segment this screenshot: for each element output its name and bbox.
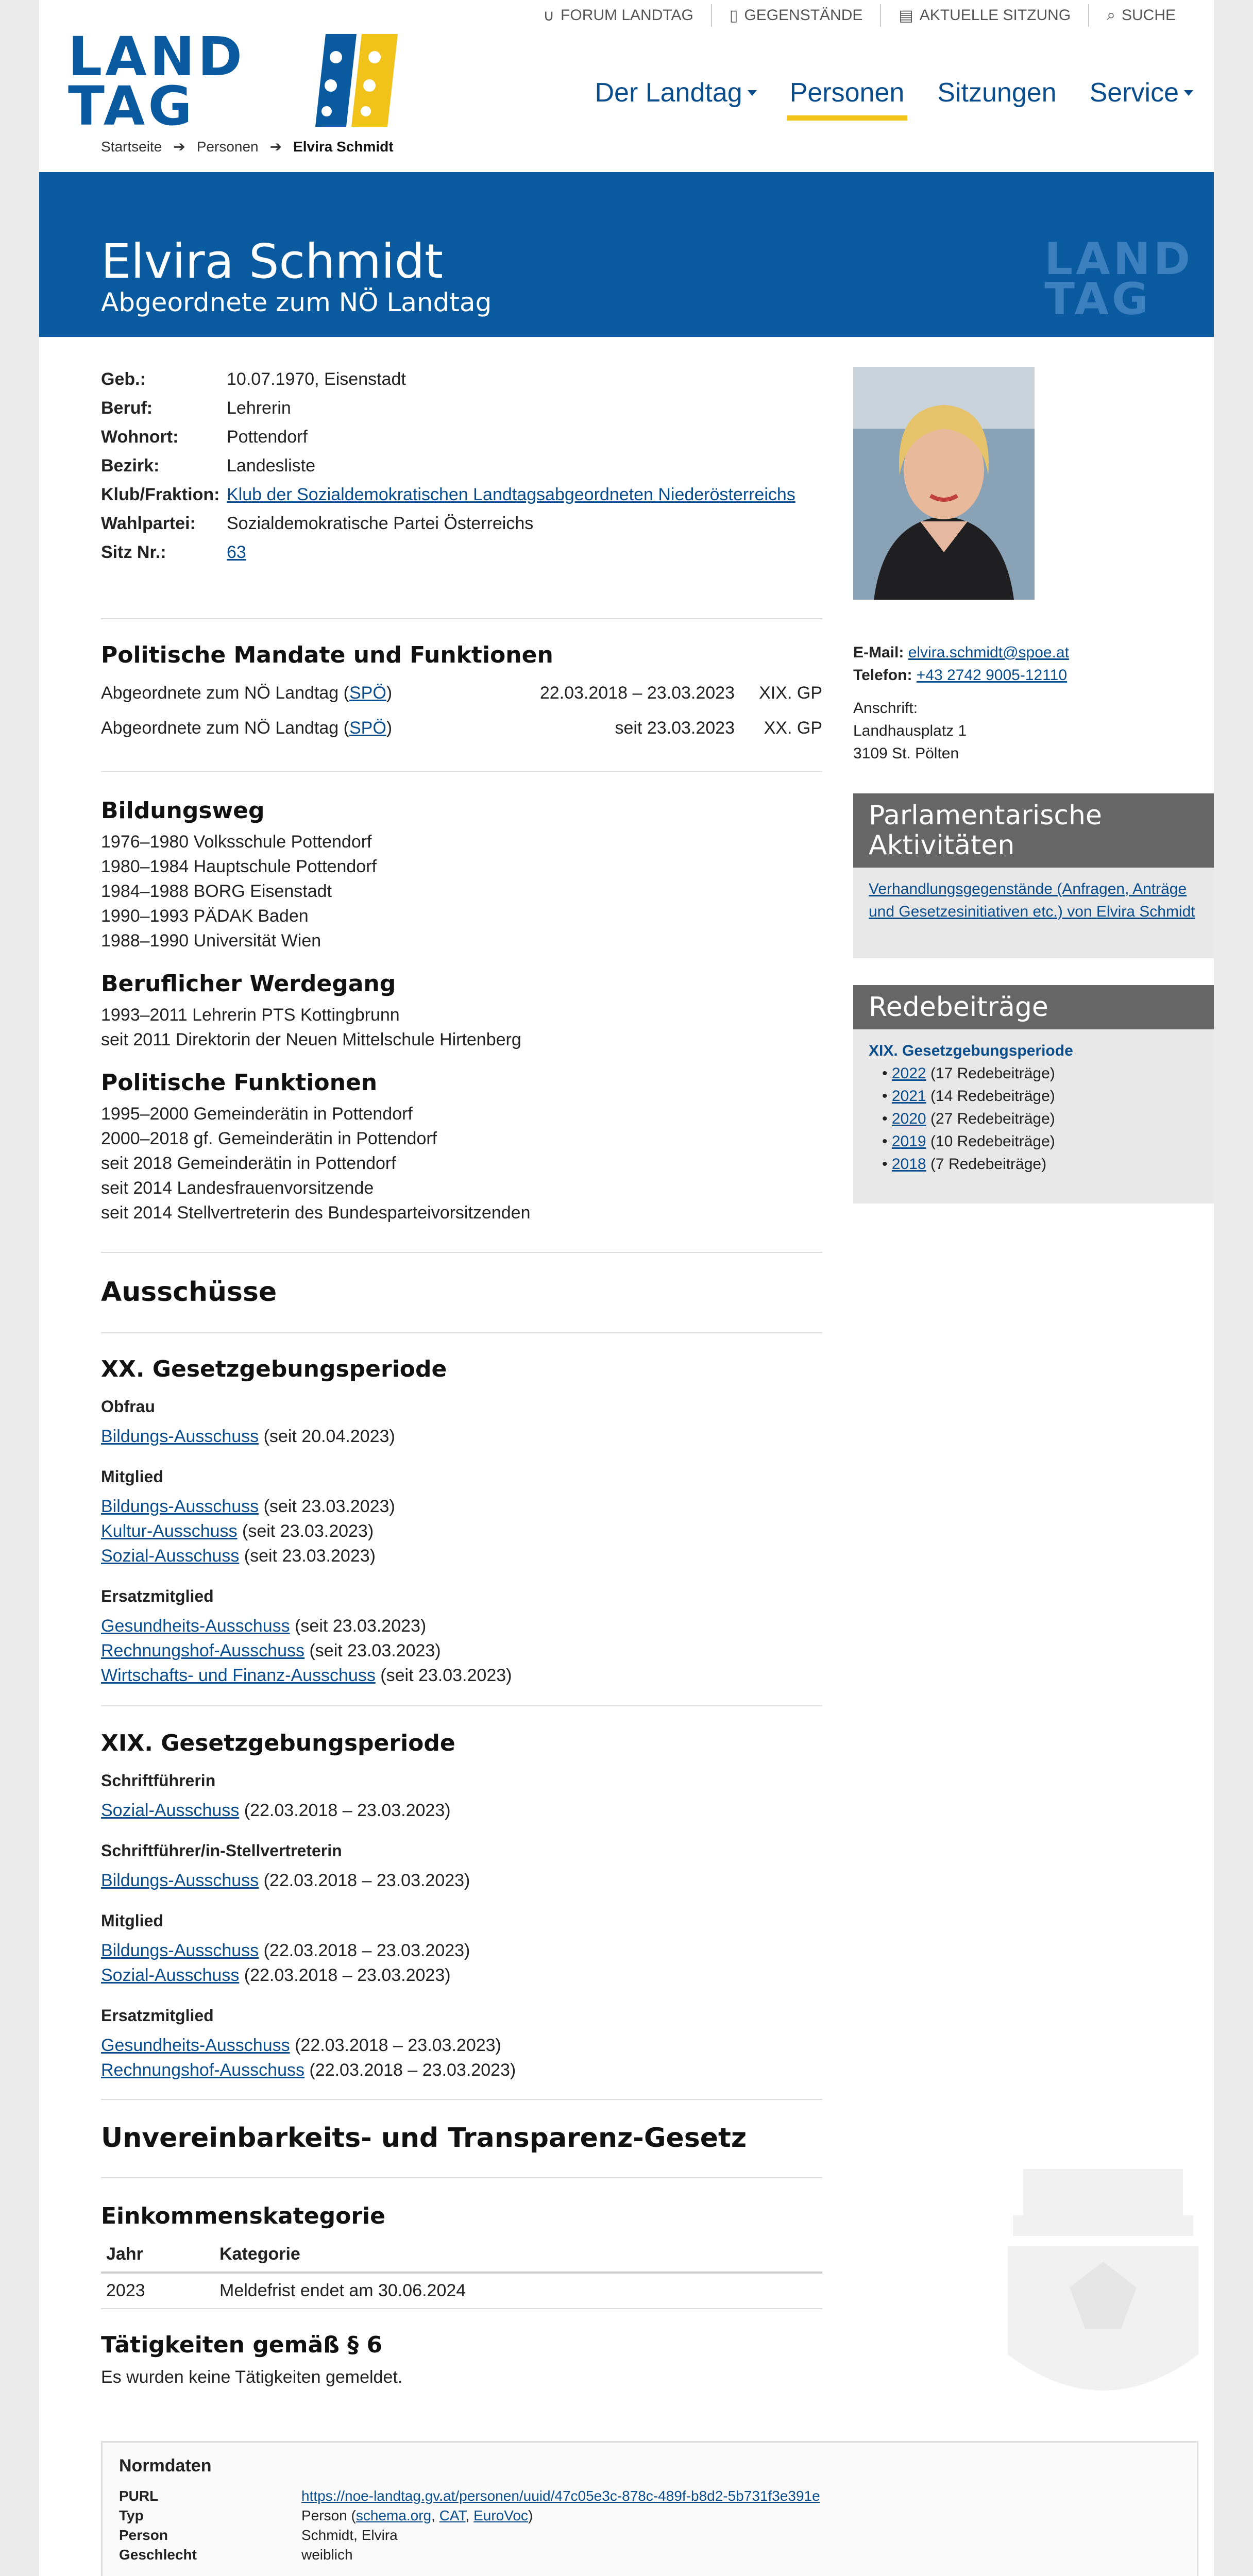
- profile-key: Beruf:: [101, 398, 153, 418]
- divider: [101, 771, 822, 772]
- profile-value: Pottendorf: [227, 427, 308, 447]
- committee-item: [101, 1798, 822, 1823]
- profile-value: Landesliste: [227, 456, 316, 476]
- profile-key: Wohnort:: [101, 427, 179, 447]
- rede-year-link[interactable]: 2018: [891, 1156, 926, 1173]
- nav-der-landtag-label: Der Landtag: [595, 78, 742, 108]
- address-line: Landhausplatz 1: [853, 722, 967, 739]
- address-line: 3109 St. Pölten: [853, 745, 959, 762]
- gegenstaende-label: GEGENSTÄNDE: [744, 7, 863, 24]
- email-key: E-Mail:: [853, 644, 904, 661]
- typ-label: Person (: [301, 2507, 356, 2523]
- aktivitaeten-box: [853, 793, 1214, 958]
- funktionen-heading: Politische Funktionen: [101, 1070, 378, 1096]
- committee-date: (22.03.2018 – 23.03.2023): [239, 1801, 451, 1820]
- norm-value: Schmidt, Elvira: [301, 2527, 398, 2543]
- norm-row: [119, 2486, 1180, 2506]
- divider: [101, 1332, 822, 1333]
- logo-text: LAND TAG: [68, 25, 246, 138]
- main-nav: [595, 77, 1193, 117]
- person-role: Abgeordnete zum NÖ Landtag: [101, 287, 492, 317]
- mandate-gp: XIX. GP: [759, 683, 822, 703]
- committee-link[interactable]: Rechnungshof-Ausschuss: [101, 2060, 305, 2080]
- mandate-label-end: ): [386, 683, 393, 703]
- mandate-row: [101, 718, 822, 738]
- address-key: Anschrift:: [853, 700, 918, 717]
- committee-link[interactable]: Kultur-Ausschuss: [101, 1521, 238, 1541]
- profile-key: Sitz Nr.:: [101, 543, 166, 562]
- beruf-list: [101, 1003, 822, 1052]
- rede-period: XIX. Gesetzgebungsperiode: [869, 1042, 1073, 1059]
- eurovoc-link[interactable]: EuroVoc: [473, 2507, 528, 2523]
- nav-sitzungen-label: Sitzungen: [937, 78, 1057, 108]
- committee-role: Ersatzmitglied: [101, 1587, 214, 1605]
- caret-down-icon: [748, 90, 757, 96]
- committee-role: Schriftführerin: [101, 1771, 216, 1790]
- list-item: 1984–1988 BORG Eisenstadt: [101, 882, 332, 901]
- rede-count: (7 Redebeiträge): [930, 1156, 1047, 1173]
- committee-item: [101, 2033, 822, 2058]
- committee-link[interactable]: Bildungs-Ausschuss: [101, 1497, 259, 1516]
- schema-org-link[interactable]: schema.org: [355, 2507, 432, 2523]
- committee-date: (22.03.2018 – 23.03.2023): [239, 1965, 451, 1985]
- profile-key: Bezirk:: [101, 456, 160, 476]
- committee-date: (seit 23.03.2023): [259, 1497, 395, 1516]
- committee-date: (seit 23.03.2023): [239, 1546, 376, 1566]
- coat-of-arms-watermark-icon: [992, 2159, 1214, 2437]
- gp-xx-heading: XX. Gesetzgebungsperiode: [101, 1356, 447, 1382]
- forum-landtag-link[interactable]: [526, 4, 711, 27]
- document-icon: ▯: [729, 7, 738, 24]
- profile-row: [101, 511, 822, 536]
- profile-row: [101, 540, 822, 565]
- committee-date: (22.03.2018 – 23.03.2023): [290, 2036, 501, 2055]
- committee-link[interactable]: Sozial-Ausschuss: [101, 1801, 240, 1820]
- rede-count: (14 Redebeiträge): [930, 1088, 1055, 1105]
- committee-link[interactable]: Gesundheits-Ausschuss: [101, 2036, 290, 2055]
- list-item: • 2020 (27 Redebeiträge): [882, 1110, 1055, 1127]
- gp-xix-heading: XIX. Gesetzgebungsperiode: [101, 1730, 455, 1756]
- committee-item: [101, 1614, 822, 1638]
- rede-year-link[interactable]: 2021: [891, 1088, 926, 1105]
- list-item: 1976–1980 Volksschule Pottendorf: [101, 832, 372, 852]
- email-link[interactable]: elvira.schmidt@spoe.at: [908, 644, 1069, 661]
- norm-row: [119, 2545, 1180, 2565]
- rede-count: (10 Redebeiträge): [930, 1133, 1055, 1150]
- einkommen-table: [101, 2237, 822, 2309]
- profile-row: [101, 396, 822, 420]
- nav-service[interactable]: [1090, 77, 1193, 117]
- committee-item: [101, 1544, 822, 1568]
- breadcrumb-current: Elvira Schmidt: [293, 138, 394, 155]
- divider: [101, 618, 822, 619]
- divider: [101, 2177, 822, 2178]
- profile-value: Sozialdemokratische Partei Österreichs: [227, 514, 534, 533]
- committee-item: [101, 1868, 822, 1893]
- list-item: 2000–2018 gf. Gemeinderätin in Pottendorf: [101, 1129, 437, 1148]
- profile-row: [101, 482, 822, 507]
- list-item: 1993–2011 Lehrerin PTS Kottingbrunn: [101, 1005, 400, 1025]
- committee-item: [101, 1424, 822, 1449]
- search-icon: ⌕: [1107, 7, 1115, 24]
- party-link[interactable]: SPÖ: [349, 718, 386, 738]
- column-header: Kategorie: [219, 2244, 300, 2264]
- arrow-right-icon: ➔: [269, 139, 282, 155]
- contact-block: [853, 641, 1214, 765]
- sitz-link[interactable]: 63: [227, 543, 246, 562]
- mandate-label: Abgeordnete zum NÖ Landtag (: [101, 683, 349, 703]
- committee-link[interactable]: Bildungs-Ausschuss: [101, 1941, 259, 1960]
- bildung-heading: Bildungsweg: [101, 798, 265, 824]
- list-item: seit 2014 Landesfrauenvorsitzende: [101, 1178, 374, 1198]
- table-header-row: [101, 2237, 822, 2274]
- caret-down-icon: [1184, 90, 1193, 96]
- rede-year-link[interactable]: 2019: [891, 1133, 926, 1150]
- list-item: 1980–1984 Hauptschule Pottendorf: [101, 857, 377, 876]
- mandate-row: [101, 683, 822, 703]
- norm-row: Typ Person (schema.org, CAT, EuroVoc): [119, 2506, 1180, 2526]
- committee-item: [101, 1938, 822, 1963]
- forum-landtag-label: FORUM LANDTAG: [561, 7, 693, 24]
- nav-der-landtag[interactable]: [595, 77, 756, 117]
- email-row: [853, 641, 1214, 664]
- committee-date: (seit 20.04.2023): [259, 1427, 395, 1446]
- arrow-right-icon: ➔: [173, 139, 185, 155]
- committee-role: Mitglied: [101, 1467, 163, 1486]
- norm-key: Person: [119, 2527, 168, 2543]
- cat-link[interactable]: CAT: [439, 2507, 466, 2523]
- profile-value: 10.07.1970, Eisenstadt: [227, 369, 406, 389]
- divider: [101, 1252, 822, 1253]
- rede-count: (17 Redebeiträge): [930, 1065, 1055, 1082]
- taetigkeiten-heading: Tätigkeiten gemäß § 6: [101, 2332, 383, 2358]
- gp-xx-committees: [101, 1387, 822, 1688]
- mandate-gp: XX. GP: [764, 718, 822, 738]
- table-row: [101, 2274, 822, 2309]
- purl-link[interactable]: https://noe-landtag.gv.at/personen/uuid/47c05e3c-878c-489f-b8d2-5b731f3e391e: [301, 2488, 820, 2504]
- list-item: seit 2018 Gemeinderätin in Pottendorf: [101, 1154, 396, 1173]
- profile-row: [101, 425, 822, 449]
- site-header: [39, 0, 1214, 172]
- aktuelle-sitzung-label: AKTUELLE SITZUNG: [919, 7, 1071, 24]
- aktuelle-sitzung-link[interactable]: [880, 4, 1088, 27]
- norm-row: [119, 2526, 1180, 2545]
- klub-link[interactable]: Klub der Sozialdemokratischen Landtagsabgeordneten Niederösterreichs: [227, 485, 795, 504]
- committee-role: Ersatzmitglied: [101, 2006, 214, 2025]
- bildung-list: [101, 829, 822, 953]
- committee-link[interactable]: Bildungs-Ausschuss: [101, 1871, 259, 1890]
- rede-year-link[interactable]: 2020: [891, 1110, 926, 1127]
- mandate-date: seit 23.03.2023: [615, 718, 735, 738]
- normdaten-panel: [101, 2441, 1198, 2576]
- normdaten-heading: Normdaten: [119, 2456, 212, 2476]
- funktionen-list: [101, 1101, 822, 1225]
- nav-service-label: Service: [1089, 78, 1179, 108]
- committee-link[interactable]: Rechnungshof-Ausschuss: [101, 1641, 305, 1660]
- committee-link[interactable]: Gesundheits-Ausschuss: [101, 1616, 290, 1636]
- person-name: Elvira Schmidt: [101, 234, 444, 289]
- gp-xix-committees: [101, 1761, 822, 2082]
- table-cell: 2023: [106, 2281, 145, 2300]
- typ-label-end: ): [528, 2507, 533, 2523]
- suche-link[interactable]: [1088, 4, 1193, 27]
- breadcrumb: [101, 138, 394, 155]
- committee-link[interactable]: Sozial-Ausschuss: [101, 1965, 240, 1985]
- norm-key: PURL: [119, 2488, 159, 2504]
- divider: [101, 2099, 822, 2100]
- profile-row: [101, 367, 822, 392]
- committee-item: [101, 1494, 822, 1519]
- norm-key: Typ: [119, 2507, 144, 2523]
- list-item: • 2022 (17 Redebeiträge): [882, 1065, 1055, 1082]
- mandate-label: Abgeordnete zum NÖ Landtag (: [101, 718, 349, 738]
- breadcrumb-personen[interactable]: Personen: [196, 138, 259, 155]
- mandate-heading: Politische Mandate und Funktionen: [101, 642, 553, 668]
- gegenstaende-link[interactable]: [711, 4, 881, 27]
- column-header: Jahr: [106, 2244, 143, 2264]
- transparenz-heading: Unvereinbarkeits- und Transparenz-Gesetz: [101, 2123, 747, 2154]
- committee-date: (seit 23.03.2023): [304, 1641, 441, 1660]
- profile-data: [101, 367, 822, 569]
- committee-link[interactable]: Bildungs-Ausschuss: [101, 1427, 259, 1446]
- committee-date: (seit 23.03.2023): [237, 1521, 374, 1541]
- committee-role: Schriftführer/in-Stellvertreterin: [101, 1841, 342, 1860]
- aktivitaeten-heading: Parlamentarische Aktivitäten: [853, 793, 1214, 868]
- committee-date: (22.03.2018 – 23.03.2023): [259, 1871, 470, 1890]
- page: [39, 0, 1214, 2576]
- nav-personen[interactable]: [790, 77, 905, 117]
- committee-item: [101, 1963, 822, 1988]
- rede-list: [869, 1062, 1198, 1176]
- list-item: • 2018 (7 Redebeiträge): [882, 1156, 1047, 1173]
- coat-of-arms-flag-icon: [315, 34, 398, 127]
- list-item: seit 2011 Direktorin der Neuen Mittelschule Hirtenberg: [101, 1030, 521, 1049]
- phone-link[interactable]: +43 2742 9005-12110: [916, 667, 1068, 684]
- person-hero: [39, 172, 1214, 337]
- committee-date: (22.03.2018 – 23.03.2023): [259, 1941, 470, 1960]
- redebeitraege-box: [853, 985, 1214, 1204]
- suche-label: SUCHE: [1121, 7, 1176, 24]
- nav-personen-label: Personen: [789, 78, 905, 108]
- breadcrumb-home[interactable]: Startseite: [101, 138, 162, 155]
- committee-item: [101, 1638, 822, 1663]
- horseshoe-icon: ∪: [543, 7, 555, 24]
- committee-date: (seit 23.03.2023): [290, 1616, 427, 1636]
- profile-key: Geb.:: [101, 369, 146, 389]
- list-item: • 2021 (14 Redebeiträge): [882, 1088, 1055, 1105]
- phone-key: Telefon:: [853, 667, 912, 684]
- committee-link[interactable]: Sozial-Ausschuss: [101, 1546, 240, 1566]
- list-item: 1988–1990 Universität Wien: [101, 931, 321, 951]
- profile-key: Wahlpartei:: [101, 514, 196, 533]
- landtag-logo[interactable]: [68, 25, 398, 138]
- committee-item: [101, 1663, 822, 1688]
- landtag-watermark-logo: LAND TAG: [1044, 233, 1193, 325]
- list-item: 1990–1993 PÄDAK Baden: [101, 906, 309, 926]
- redebeitraege-heading: Redebeiträge: [853, 985, 1214, 1029]
- rede-year-link[interactable]: 2022: [891, 1065, 926, 1082]
- profile-key: Klub/Fraktion:: [101, 485, 220, 504]
- profile-value: Lehrerin: [227, 398, 291, 418]
- table-cell: Meldefrist endet am 30.06.2024: [219, 2281, 466, 2300]
- person-photo: [853, 367, 1035, 600]
- norm-key: Geschlecht: [119, 2547, 197, 2563]
- committee-date: (22.03.2018 – 23.03.2023): [304, 2060, 516, 2080]
- profile-row: [101, 453, 822, 478]
- norm-value: weiblich: [301, 2547, 353, 2563]
- committee-role: Mitglied: [101, 1911, 163, 1930]
- mandate-date: 22.03.2018 – 23.03.2023: [539, 683, 735, 703]
- utility-nav: [526, 4, 1193, 27]
- taetigkeiten-text: Es wurden keine Tätigkeiten gemeldet.: [101, 2367, 403, 2387]
- beruf-heading: Beruflicher Werdegang: [101, 971, 396, 997]
- committee-item: [101, 1519, 822, 1544]
- list-item: • 2019 (10 Redebeiträge): [882, 1133, 1055, 1150]
- committee-link[interactable]: Wirtschafts- und Finanz-Ausschuss: [101, 1666, 376, 1685]
- phone-row: [853, 664, 1214, 687]
- committee-date: (seit 23.03.2023): [375, 1666, 512, 1685]
- nav-sitzungen[interactable]: [937, 77, 1056, 117]
- committee-role: Obfrau: [101, 1397, 155, 1416]
- verhandlungsgegenstaende-link[interactable]: Verhandlungsgegenstände (Anfragen, Anträge und Gesetzesinitiativen etc.) von Elvira Schmidt: [869, 880, 1195, 920]
- list-item: 1995–2000 Gemeinderätin in Pottendorf: [101, 1104, 413, 1124]
- einkommen-heading: Einkommenskategorie: [101, 2203, 385, 2229]
- calendar-icon: ▤: [899, 7, 913, 24]
- list-item: seit 2014 Stellvertreterin des Bundesparteivorsitzenden: [101, 1203, 531, 1223]
- committee-item: [101, 2058, 822, 2082]
- divider: [101, 1705, 822, 1706]
- rede-count: (27 Redebeiträge): [930, 1110, 1055, 1127]
- mandate-label-end: ): [386, 718, 393, 738]
- portrait-image: [853, 367, 1035, 600]
- ausschuesse-heading: Ausschüsse: [101, 1277, 277, 1308]
- party-link[interactable]: SPÖ: [349, 683, 386, 703]
